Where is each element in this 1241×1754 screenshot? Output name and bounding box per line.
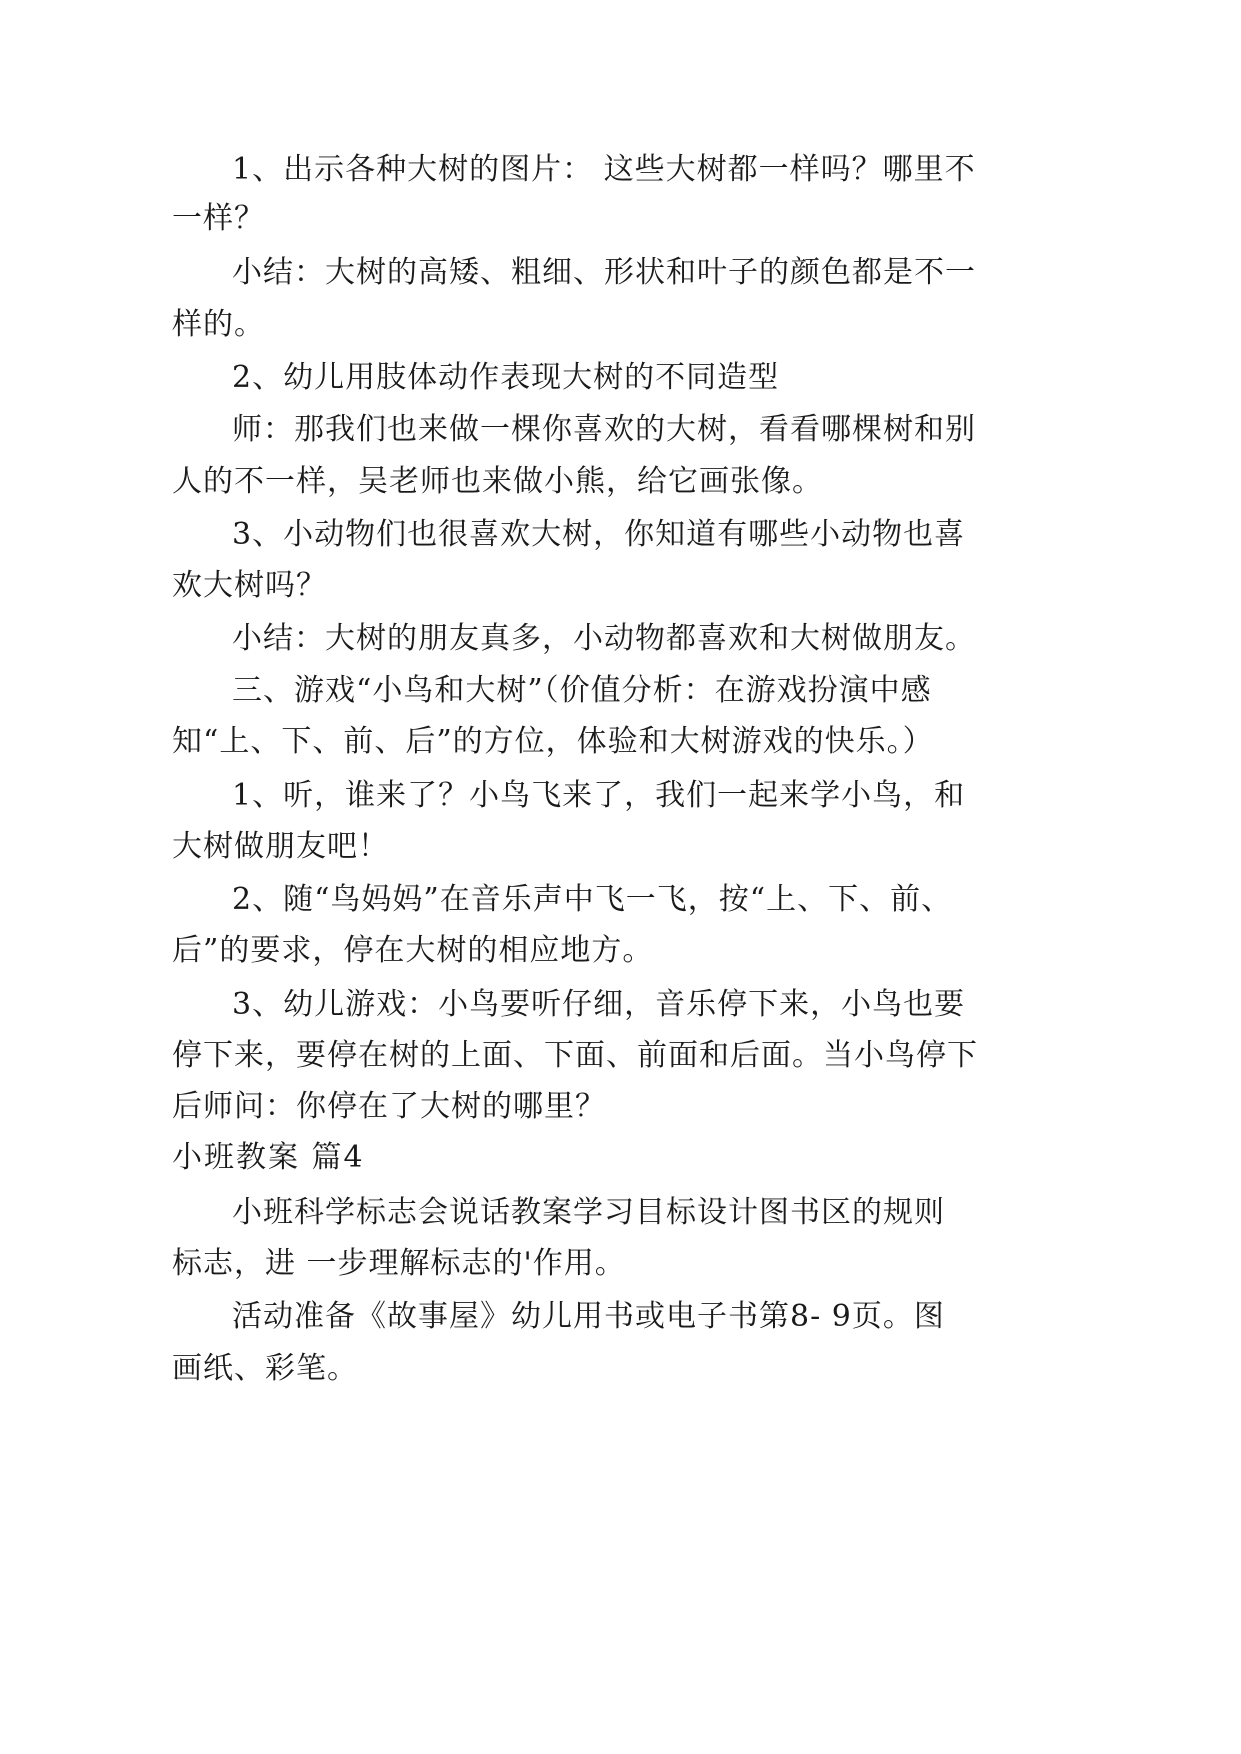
paragraph-line: 3、幼儿游戏：小鸟要听仔细，音乐停下来，小鸟也要 [232,987,966,1022]
paragraph-line: 停下来，要停在树的上面、下面、前面和后面。当小鸟停下 [172,1038,978,1073]
paragraph-line: 1、听，谁来了？小鸟飞来了，我们一起来学小鸟，和 [232,778,966,813]
paragraph-line: 画纸、彩笔。 [172,1351,358,1386]
paragraph-line: 2、随“鸟妈妈”在音乐声中飞一飞，按“上、下、前、 [232,882,953,917]
section-heading: 小班教案 篇4 [172,1140,365,1175]
paragraph-line: 一样？ [172,201,265,236]
paragraph-line: 1、出示各种大树的图片： 这些大树都一样吗？哪里不 [232,152,976,187]
paragraph-line: 小结：大树的高矮、粗细、形状和叶子的颜色都是不一 [232,255,976,290]
paragraph-line: 活动准备《故事屋》幼儿用书或电子书第8- 9页。图 [232,1299,945,1334]
paragraph-line: 3、小动物们也很喜欢大树，你知道有哪些小动物也喜 [232,517,966,552]
paragraph-line: 小结：大树的朋友真多，小动物都喜欢和大树做朋友。 [232,621,976,656]
paragraph-line: 人的不一样，吴老师也来做小熊，给它画张像。 [172,464,823,499]
paragraph-line: 三、游戏“小鸟和大树”（价值分析：在游戏扮演中感 [232,673,932,708]
paragraph-line: 后”的要求，停在大树的相应地方。 [172,933,654,968]
paragraph-line: 2、幼儿用肢体动作表现大树的不同造型 [232,360,780,395]
paragraph-line: 师：那我们也来做一棵你喜欢的大树，看看哪棵树和别 [232,412,976,447]
paragraph-line: 标志，进 一步理解标志的'作用。 [172,1246,626,1281]
paragraph-line: 小班科学标志会说话教案学习目标设计图书区的规则 [232,1195,945,1230]
paragraph-line: 知“上、下、前、后”的方位，体验和大树游戏的快乐。） [172,724,934,759]
paragraph-line: 欢大树吗？ [172,568,327,603]
paragraph-line: 样的。 [172,307,265,342]
paragraph-line: 后师问：你停在了大树的哪里？ [172,1089,606,1124]
paragraph-line: 大树做朋友吧！ [172,829,389,864]
